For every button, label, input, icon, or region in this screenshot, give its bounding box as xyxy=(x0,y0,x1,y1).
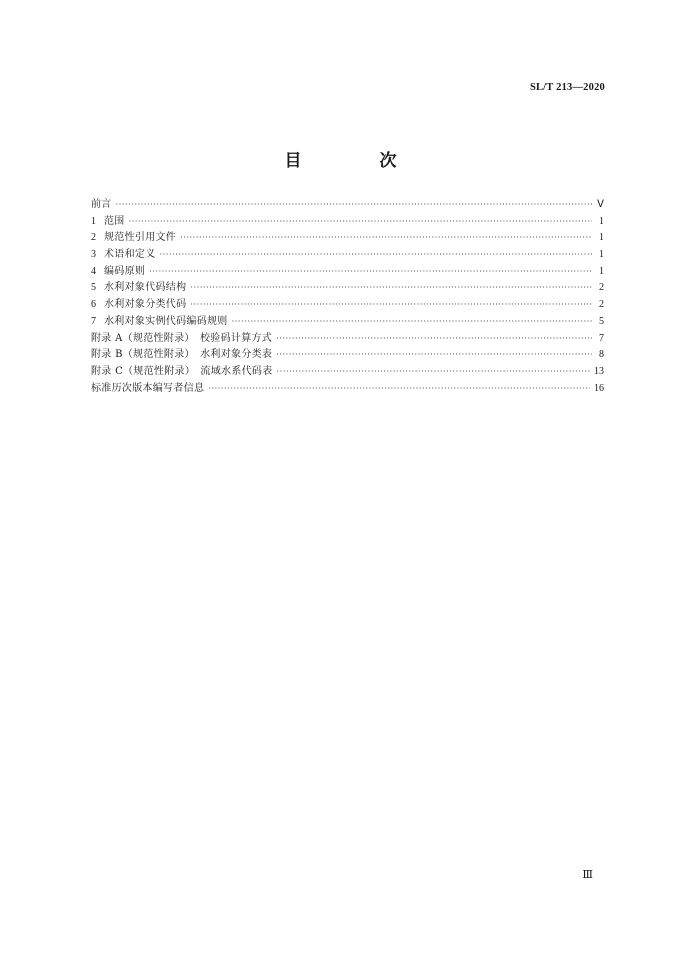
toc-entry-page: 1 xyxy=(599,249,604,261)
toc-entry-label: 标准历次版本编写者信息 xyxy=(91,382,205,394)
toc-entry-number: 4 xyxy=(91,265,97,277)
toc-entry-label: 前言 xyxy=(91,199,112,210)
toc-entry-number: 6 xyxy=(91,299,97,311)
toc-entry-number: 1 xyxy=(91,215,97,227)
toc-dot-leader xyxy=(129,214,592,231)
page-number: Ⅲ xyxy=(582,869,593,881)
toc-entry-preface[interactable] xyxy=(91,197,604,214)
toc-entry-3[interactable] xyxy=(91,247,604,264)
toc-entry-1[interactable] xyxy=(91,214,604,231)
toc-dot-leader xyxy=(208,381,590,398)
toc-entry-label: 7 水利对象实例代码编码规则 xyxy=(91,314,228,331)
toc-entry-label: 1 范围 xyxy=(91,214,125,231)
toc-title: 目 次 xyxy=(284,151,433,171)
toc-entry-page: 2 xyxy=(599,282,604,294)
toc-entry-page: 2 xyxy=(599,299,604,311)
toc-dot-leader xyxy=(232,314,592,331)
toc-entry-number: 5 xyxy=(91,282,97,294)
standard-code: SL/T 213—2020 xyxy=(529,82,605,93)
table-of-contents xyxy=(91,197,604,397)
toc-entry-5[interactable] xyxy=(91,280,604,297)
toc-entry-page: 5 xyxy=(599,315,604,327)
toc-dot-leader xyxy=(116,197,592,214)
toc-dot-leader xyxy=(190,297,592,314)
toc-entry-version-history[interactable] xyxy=(91,381,604,398)
toc-entry-number: 3 xyxy=(91,249,97,261)
toc-entry-page: 1 xyxy=(599,265,604,277)
toc-entry-7[interactable] xyxy=(91,314,604,331)
toc-entry-label: 2 规范性引用文件 xyxy=(91,230,176,247)
toc-dot-leader xyxy=(160,247,593,264)
toc-dot-leader xyxy=(190,280,592,297)
toc-entry-label: 附录 B（规范性附录） 水利对象分类表 xyxy=(91,349,273,361)
toc-dot-leader xyxy=(149,264,592,281)
toc-entry-label: 附录 A（规范性附录） 校验码计算方式 xyxy=(91,332,273,344)
toc-entry-page: 1 xyxy=(599,232,604,244)
toc-entry-page: Ⅴ xyxy=(597,199,604,210)
toc-entry-number: 2 xyxy=(91,232,97,244)
toc-entry-page: 7 xyxy=(599,332,604,344)
toc-entry-6[interactable] xyxy=(91,297,604,314)
toc-entry-4[interactable] xyxy=(91,264,604,281)
toc-entry-label: 附录 C（规范性附录） 流域水系代码表 xyxy=(91,365,273,377)
toc-entry-page: 1 xyxy=(599,215,604,227)
toc-entry-page: 13 xyxy=(594,365,604,377)
toc-dot-leader xyxy=(276,331,592,348)
toc-entry-label: 4 编码原则 xyxy=(91,264,145,281)
toc-entry-label: 5 水利对象代码结构 xyxy=(91,280,186,297)
toc-dot-leader xyxy=(277,364,590,381)
toc-entry-page: 8 xyxy=(599,349,604,361)
toc-entry-label: 3 术语和定义 xyxy=(91,247,156,264)
toc-dot-leader xyxy=(276,347,592,364)
toc-entry-page: 16 xyxy=(594,382,604,394)
toc-entry-label: 6 水利对象分类代码 xyxy=(91,297,186,314)
toc-dot-leader xyxy=(180,230,592,247)
toc-entry-2[interactable] xyxy=(91,230,604,247)
toc-entry-appendix-c[interactable] xyxy=(91,364,604,381)
toc-entry-appendix-b[interactable] xyxy=(91,347,604,364)
toc-entry-appendix-a[interactable] xyxy=(91,331,604,348)
toc-entry-number: 7 xyxy=(91,315,97,327)
